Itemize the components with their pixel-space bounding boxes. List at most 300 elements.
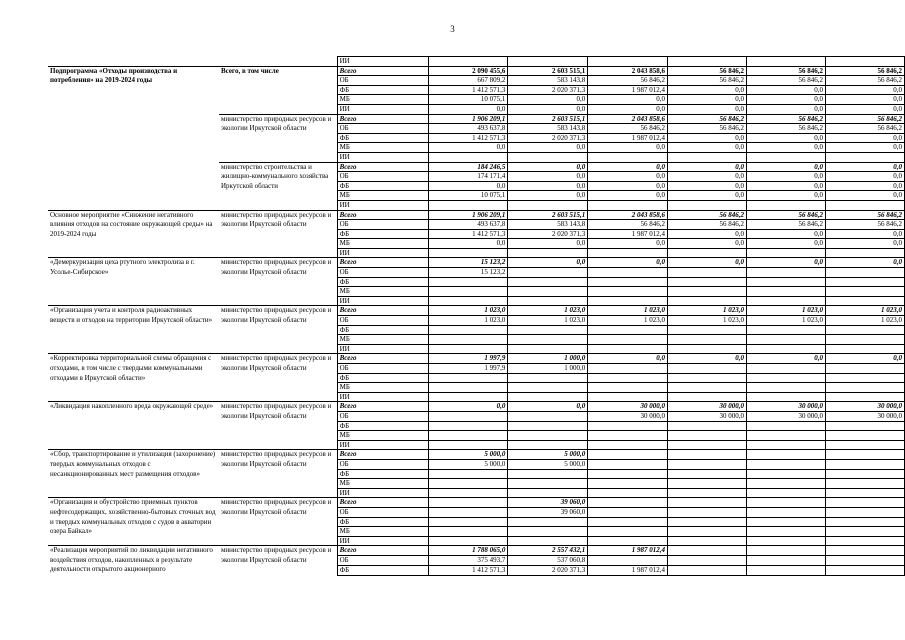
amount-cell [588,536,668,546]
amount-cell: 493 637,8 [428,124,508,134]
amount-cell: 0,0 [746,133,825,143]
amount-cell [667,440,746,450]
amount-cell: 39 060,0 [508,507,588,517]
funding-source: ФБ [337,181,428,191]
amount-cell: 0,0 [825,143,904,153]
amount-cell: 2 020 371,3 [508,133,588,143]
amount-cell: 0,0 [825,95,904,105]
amount-cell [667,556,746,566]
amount-cell: 0,0 [508,143,588,153]
executor-name: министерство природных ресурсов и экологии Иркутской области [219,498,337,546]
amount-cell: 0,0 [508,181,588,191]
amount-cell: 1 987 012,4 [588,546,668,556]
funding-source: ИИ [337,344,428,354]
amount-cell: 5 000,0 [428,459,508,469]
executor-name: министерство природных ресурсов и экологии Иркутской области [219,114,337,162]
funding-source: ИИ [337,57,428,67]
table-row [48,306,905,316]
amount-cell: 0,0 [825,229,904,239]
table-row [48,450,905,460]
funding-source: ФБ [337,565,428,575]
amount-cell: 1 997,9 [428,364,508,374]
amount-cell [508,248,588,258]
amount-cell [667,459,746,469]
amount-cell [825,392,904,402]
funding-source: ИИ [337,488,428,498]
funding-source: ИИ [337,296,428,306]
amount-cell [428,383,508,393]
measure-name: «Ликвидация накопленного вреда окружающей среде» [48,402,219,450]
amount-cell: 0,0 [588,104,668,114]
amount-cell [588,57,668,67]
amount-cell: 5 000,0 [428,450,508,460]
amount-cell [428,373,508,383]
funding-source: ИИ [337,152,428,162]
amount-cell: 56 846,2 [825,220,904,230]
amount-cell [667,152,746,162]
amount-cell: 0,0 [825,85,904,95]
amount-cell [825,546,904,556]
amount-cell: 56 846,2 [825,76,904,86]
amount-cell: 0,0 [588,172,668,182]
table-row [48,66,905,76]
amount-cell: 0,0 [825,239,904,249]
amount-cell [825,383,904,393]
amount-cell [746,488,825,498]
funding-source: ФБ [337,469,428,479]
funding-source: Всего [337,354,428,364]
amount-cell: 1 412 571,3 [428,565,508,575]
funding-source: ОБ [337,268,428,278]
amount-cell [825,373,904,383]
amount-cell: 56 846,2 [746,210,825,220]
amount-cell [428,431,508,441]
funding-source: ОБ [337,124,428,134]
amount-cell: 5 000,0 [508,450,588,460]
amount-cell: 0,0 [825,258,904,268]
amount-cell: 0,0 [746,181,825,191]
amount-cell [508,383,588,393]
amount-cell [508,277,588,287]
amount-cell [508,488,588,498]
amount-cell: 56 846,2 [667,66,746,76]
amount-cell [746,277,825,287]
amount-cell [588,152,668,162]
amount-cell [746,335,825,345]
amount-cell [746,517,825,527]
amount-cell: 1 987 012,4 [588,565,668,575]
amount-cell: 0,0 [588,181,668,191]
measure-name: «Организация учета и контроля радиоактивных веществ и отходов на территории Иркутской области» [48,306,219,354]
amount-cell [428,479,508,489]
amount-cell: 56 846,2 [746,66,825,76]
amount-cell: 1 023,0 [428,306,508,316]
amount-cell [825,469,904,479]
amount-cell [746,268,825,278]
funding-source: МБ [337,287,428,297]
amount-cell [746,546,825,556]
amount-cell: 56 846,2 [825,66,904,76]
amount-cell: 1 023,0 [825,316,904,326]
amount-cell: 0,0 [746,143,825,153]
amount-cell [746,421,825,431]
amount-cell: 1 023,0 [508,306,588,316]
amount-cell: 537 060,8 [508,556,588,566]
amount-cell: 0,0 [746,354,825,364]
amount-cell: 56 846,2 [588,76,668,86]
amount-cell [825,364,904,374]
amount-cell: 1 023,0 [825,306,904,316]
amount-cell: 0,0 [428,104,508,114]
amount-cell [428,527,508,537]
amount-cell [508,469,588,479]
amount-cell: 1 023,0 [667,306,746,316]
amount-cell [667,364,746,374]
amount-cell: 0,0 [667,162,746,172]
amount-cell [588,296,668,306]
amount-cell: 56 846,2 [825,114,904,124]
amount-cell: 0,0 [746,172,825,182]
amount-cell [667,248,746,258]
amount-cell: 0,0 [825,162,904,172]
amount-cell [588,431,668,441]
amount-cell: 0,0 [667,143,746,153]
amount-cell: 493 637,8 [428,220,508,230]
amount-cell: 0,0 [746,104,825,114]
measure-name [48,57,219,67]
amount-cell: 10 075,1 [428,95,508,105]
amount-cell [508,440,588,450]
amount-cell [746,479,825,489]
measure-name: Подпрограмма «Отходы производства и потребления» на 2019-2024 годы [48,66,219,210]
funding-source: ФБ [337,277,428,287]
executor-name: министерство природных ресурсов и экологии Иркутской области [219,258,337,306]
amount-cell [508,411,588,421]
amount-cell [588,364,668,374]
amount-cell: 2 020 371,3 [508,85,588,95]
amount-cell: 0,0 [667,239,746,249]
table-row [48,57,905,67]
funding-source: ФБ [337,85,428,95]
amount-cell: 2 603 515,1 [508,114,588,124]
funding-source: МБ [337,431,428,441]
amount-cell: 30 000,0 [825,402,904,412]
amount-cell: 0,0 [825,172,904,182]
amount-cell: 0,0 [746,95,825,105]
amount-cell [428,335,508,345]
amount-cell [825,459,904,469]
amount-cell [588,421,668,431]
amount-cell [428,152,508,162]
table-row [48,546,905,556]
amount-cell [508,152,588,162]
funding-source: Всего [337,162,428,172]
funding-source: ФБ [337,229,428,239]
amount-cell: 56 846,2 [746,124,825,134]
amount-cell [428,248,508,258]
funding-source: Всего [337,546,428,556]
amount-cell: 0,0 [508,191,588,201]
amount-cell: 583 143,8 [508,124,588,134]
amount-cell: 583 143,8 [508,220,588,230]
amount-cell [746,450,825,460]
amount-cell: 1 412 571,3 [428,229,508,239]
amount-cell [588,268,668,278]
measure-name: Основное мероприятие «Снижение негативного влияния отходов на состояние окружающей среды» на 2019-2024 годы [48,210,219,258]
amount-cell [825,536,904,546]
amount-cell: 0,0 [667,172,746,182]
amount-cell: 0,0 [667,354,746,364]
amount-cell [825,488,904,498]
amount-cell: 0,0 [746,229,825,239]
amount-cell: 375 493,7 [428,556,508,566]
amount-cell: 30 000,0 [667,411,746,421]
amount-cell: 0,0 [667,229,746,239]
amount-cell: 1 000,0 [508,354,588,364]
funding-source: МБ [337,527,428,537]
funding-source: ИИ [337,104,428,114]
amount-cell [667,268,746,278]
funding-source: ОБ [337,316,428,326]
funding-source: ИИ [337,440,428,450]
funding-source: ОБ [337,459,428,469]
amount-cell [746,364,825,374]
amount-cell [746,556,825,566]
amount-cell: 1 412 571,3 [428,133,508,143]
amount-cell [667,383,746,393]
funding-source: ОБ [337,172,428,182]
amount-cell: 0,0 [825,133,904,143]
amount-cell [825,248,904,258]
amount-cell: 0,0 [428,181,508,191]
amount-cell [508,344,588,354]
funding-source: ИИ [337,200,428,210]
amount-cell: 1 023,0 [667,316,746,326]
amount-cell [508,57,588,67]
funding-source: МБ [337,95,428,105]
amount-cell: 1 023,0 [746,316,825,326]
executor-name: Всего, в том числе [219,66,337,114]
amount-cell [428,488,508,498]
amount-cell [588,517,668,527]
funding-source: ФБ [337,517,428,527]
amount-cell [667,565,746,575]
amount-cell [825,440,904,450]
amount-cell: 2 043 858,6 [588,114,668,124]
funding-source: ОБ [337,220,428,230]
amount-cell: 0,0 [667,104,746,114]
amount-cell [588,248,668,258]
amount-cell [746,459,825,469]
amount-cell: 5 000,0 [508,459,588,469]
measure-name: «Сбор, транспортирование и утилизация (захоронение) твердых коммунальных отходов с несанкционированных мест размещения отходов» [48,450,219,498]
amount-cell: 174 171,4 [428,172,508,182]
amount-cell [428,440,508,450]
amount-cell [667,450,746,460]
amount-cell [428,392,508,402]
funding-source: ФБ [337,325,428,335]
amount-cell: 1 906 209,1 [428,114,508,124]
amount-cell: 0,0 [588,239,668,249]
funding-source: МБ [337,191,428,201]
amount-cell [746,431,825,441]
amount-cell: 30 000,0 [667,402,746,412]
funding-source: Всего [337,258,428,268]
funding-source: ОБ [337,556,428,566]
amount-cell: 0,0 [667,258,746,268]
amount-cell [588,498,668,508]
amount-cell: 56 846,2 [588,220,668,230]
amount-cell [825,277,904,287]
executor-name: министерство природных ресурсов и экологии Иркутской области [219,402,337,450]
budget-table [48,56,905,576]
amount-cell [746,536,825,546]
amount-cell [746,152,825,162]
funding-source: Всего [337,114,428,124]
amount-cell: 1 788 065,0 [428,546,508,556]
amount-cell: 2 603 515,1 [508,66,588,76]
amount-cell: 0,0 [588,162,668,172]
amount-cell: 15 123,2 [428,258,508,268]
amount-cell: 2 603 515,1 [508,210,588,220]
amount-cell [428,296,508,306]
amount-cell [667,392,746,402]
amount-cell [667,536,746,546]
funding-source: ОБ [337,76,428,86]
amount-cell: 56 846,2 [667,210,746,220]
amount-cell [667,335,746,345]
amount-cell [825,565,904,575]
amount-cell [825,556,904,566]
table-row [48,210,905,220]
executor-name: министерство строительства и жилищно-коммунального хозяйства Иркутской области [219,162,337,210]
funding-source: ИИ [337,248,428,258]
amount-cell: 1 023,0 [746,306,825,316]
amount-cell: 39 060,0 [508,498,588,508]
amount-cell [428,57,508,67]
amount-cell: 56 846,2 [588,124,668,134]
amount-cell: 1 987 012,4 [588,85,668,95]
amount-cell: 56 846,2 [667,114,746,124]
amount-cell [428,517,508,527]
page-number: 3 [450,24,455,34]
funding-source: ИИ [337,392,428,402]
amount-cell [508,268,588,278]
table-row [48,498,905,508]
amount-cell [667,287,746,297]
amount-cell: 0,0 [825,191,904,201]
amount-cell [428,200,508,210]
funding-source: ФБ [337,133,428,143]
funding-source: Всего [337,66,428,76]
amount-cell: 0,0 [428,402,508,412]
amount-cell [746,507,825,517]
amount-cell: 1 412 571,3 [428,85,508,95]
amount-cell [825,507,904,517]
amount-cell [508,335,588,345]
amount-cell [428,536,508,546]
amount-cell [825,479,904,489]
amount-cell: 1 987 012,4 [588,229,668,239]
amount-cell [667,325,746,335]
amount-cell [825,517,904,527]
amount-cell [746,373,825,383]
amount-cell [746,383,825,393]
amount-cell: 667 809,2 [428,76,508,86]
amount-cell [746,565,825,575]
amount-cell: 0,0 [746,239,825,249]
amount-cell [588,507,668,517]
amount-cell [428,498,508,508]
amount-cell [746,248,825,258]
amount-cell [428,277,508,287]
amount-cell: 1 023,0 [588,306,668,316]
amount-cell [667,200,746,210]
amount-cell: 0,0 [508,95,588,105]
amount-cell [667,431,746,441]
funding-source: МБ [337,479,428,489]
amount-cell [825,431,904,441]
amount-cell [588,440,668,450]
amount-cell [667,344,746,354]
amount-cell: 1 023,0 [588,316,668,326]
amount-cell: 2 090 455,6 [428,66,508,76]
amount-cell [746,498,825,508]
amount-cell: 0,0 [825,104,904,114]
amount-cell [825,152,904,162]
amount-cell [667,498,746,508]
amount-cell [428,344,508,354]
amount-cell: 2 020 371,3 [508,565,588,575]
funding-source: Всего [337,210,428,220]
amount-cell [508,527,588,537]
table-row [48,354,905,364]
amount-cell [825,296,904,306]
amount-cell [588,450,668,460]
amount-cell: 0,0 [667,85,746,95]
amount-cell [667,479,746,489]
amount-cell: 0,0 [746,191,825,201]
amount-cell: 0,0 [508,104,588,114]
amount-cell [825,57,904,67]
amount-cell [508,392,588,402]
amount-cell [508,200,588,210]
amount-cell: 0,0 [508,258,588,268]
amount-cell [746,392,825,402]
funding-source: ФБ [337,373,428,383]
amount-cell: 0,0 [588,191,668,201]
amount-cell [588,469,668,479]
amount-cell [825,498,904,508]
amount-cell [667,488,746,498]
amount-cell: 0,0 [508,162,588,172]
amount-cell: 30 000,0 [588,411,668,421]
amount-cell: 56 846,2 [746,76,825,86]
amount-cell [588,488,668,498]
amount-cell [508,421,588,431]
amount-cell: 0,0 [667,133,746,143]
funding-source: Всего [337,306,428,316]
funding-source: ОБ [337,507,428,517]
funding-source: ОБ [337,411,428,421]
table-row [48,402,905,412]
amount-cell: 0,0 [746,258,825,268]
amount-cell: 2 043 858,6 [588,66,668,76]
amount-cell: 1 023,0 [428,316,508,326]
amount-cell [588,392,668,402]
amount-cell [588,556,668,566]
amount-cell [588,335,668,345]
